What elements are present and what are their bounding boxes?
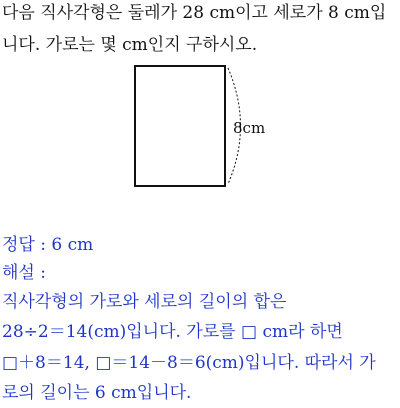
explanation-line-1: 직사각형의 가로와 세로의 길이의 합은	[2, 292, 287, 312]
answer-label: 정답 : 6 cm	[2, 235, 94, 255]
side-label: 8cm	[233, 119, 266, 137]
rectangle-shape	[135, 66, 225, 186]
explanation-line-3: □＋8＝14, □＝14－8＝6(cm)입니다. 따라서 가	[2, 353, 376, 373]
explanation-line-2: 28÷2＝14(cm)입니다. 가로를 □ cm라 하면	[2, 322, 343, 342]
explanation-line-4: 로의 길이는 6 cm입니다.	[2, 383, 192, 403]
explanation-title: 해설 :	[2, 263, 46, 283]
question-line-1: 다음 직사각형은 둘레가 28 cm이고 세로가 8 cm입	[2, 3, 387, 23]
question-line-2: 니다. 가로는 몇 cm인지 구하시오.	[2, 35, 258, 55]
